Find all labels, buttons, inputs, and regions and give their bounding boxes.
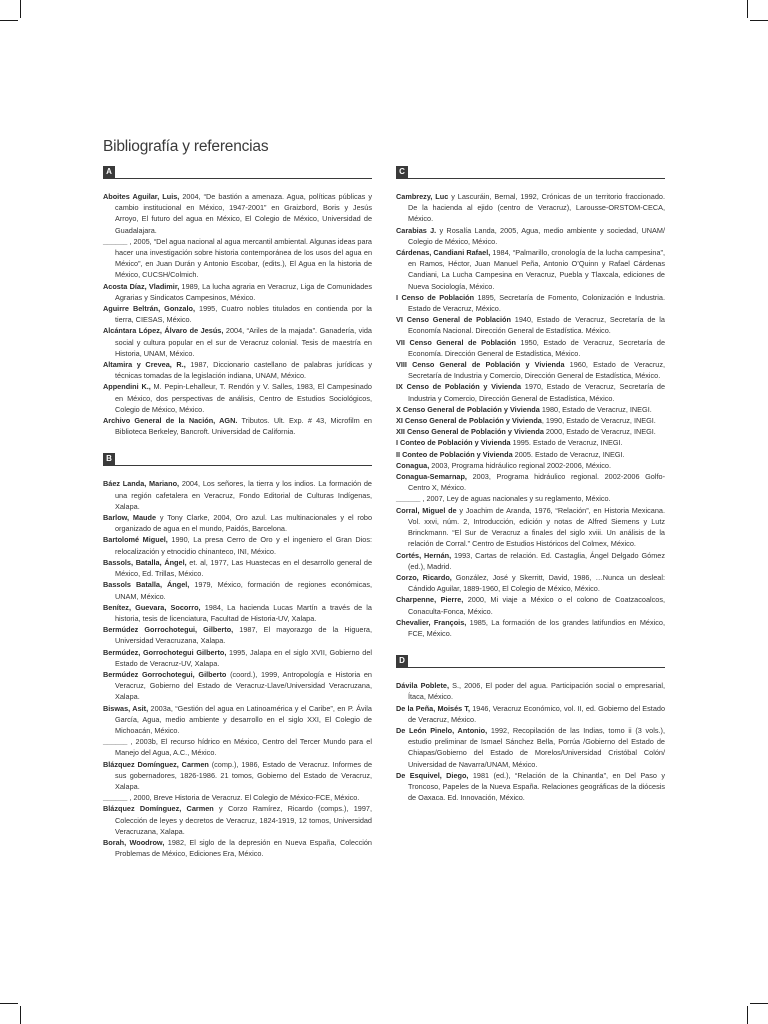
reference-author: Chevalier, François, (396, 617, 467, 627)
reference-entry (396, 460, 665, 471)
reference-entry (396, 225, 665, 247)
reference-author: Carabias J. (396, 225, 437, 235)
reference-author: Báez Landa, Mariano, (103, 479, 180, 489)
reference-author: Charpenne, Pierre, (396, 595, 464, 605)
reference-text: 1979, México, formación de regiones económicas, UNAM, México. (115, 580, 373, 601)
reference-text: 1970, Estado de Veracruz, Secretaría de Industria y Comercio, Dirección General de Estadística, México. (408, 382, 666, 403)
reference-author: IX Censo de Población y Vivienda (396, 382, 522, 392)
reference-entry (396, 493, 665, 504)
reference-text: 1895, Secretaría de Fomento, Colonización e Industria. Estado de Veracruz, México. (408, 292, 666, 314)
reference-author: ______ (103, 737, 128, 747)
reference-entry (103, 736, 372, 758)
reference-text: (coord.), 1999, Antropología e Historia en Veracruz, Gobierno del Estado de Veracruz-Llave/Universidad Veracruzana, Xalapa. (115, 669, 372, 702)
reference-text: , 2005, “Del agua nacional al agua mercantil ambiental. Algunas ideas para hacer una investigación sobre historia contemporánea de los usos del agua en México”, en Juan Durán y Antonio Escobar, (edits.), El Agua en la historia de México, CUCSH/Colmich. (115, 236, 372, 280)
reference-author: Appendini K., (103, 382, 151, 392)
reference-entry (103, 703, 372, 737)
crop-mark (747, 1006, 748, 1024)
reference-author: I Censo de Población (396, 292, 475, 302)
reference-text: 1985, La formación de los grandes latifundios en México, FCE, México. (408, 617, 665, 638)
reference-text: Tributos. Ult. Exp. # 43, Microfilm en Biblioteca Berkeley, Bancroft. Universidad de California. (115, 416, 372, 437)
reference-text: 2003, Programa hidráulico regional. 2002-2006 Golfo-Centro X, México. (408, 472, 665, 493)
reference-text: M. Pepin-Lehalleur, T. Rendón y V. Salles, 1983, El Campesinado en México, dos perspectivas de análisis, Centro de Estudios Sociológicos, Colegio de México, México. (115, 382, 372, 414)
reference-author: Blázquez Domínguez, Carmen (103, 759, 209, 769)
reference-entry (103, 281, 372, 303)
reference-entry (103, 534, 372, 556)
section-letter: C (396, 166, 408, 178)
right-column (396, 166, 665, 819)
reference-entry (396, 404, 665, 415)
reference-text: 1984, La hacienda Lucas Martín a través de la historia, tesis de licenciatura, Facultad de Historia-UV, Xalapa. (115, 602, 372, 623)
reference-author: Bartolomé Miguel, (103, 535, 168, 545)
reference-author: De Esquivel, Diego, (396, 770, 469, 780)
reference-author: Biswas, Asit, (103, 703, 149, 713)
reference-author: ______ (103, 236, 128, 246)
reference-entry (103, 512, 372, 534)
reference-text: 1990, La presa Cerro de Oro y el ingeniero el Gran Dios: relocalización y etnocidio chinanteco, INI, México. (115, 535, 373, 556)
reference-text: 1993, Cartas de relación. Ed. Castaglia, Ángel Delgado Gómez (ed.), Madrid. (408, 550, 665, 571)
reference-entry (396, 680, 665, 702)
reference-author: Bassols Batalla, Ángel, (103, 580, 190, 590)
section-header (103, 453, 372, 466)
reference-author: ______ (396, 494, 421, 504)
reference-text: 2005. Estado de Veracruz, INEGI. (512, 449, 625, 459)
reference-author: X Censo General de Población y Vivienda (396, 404, 540, 414)
reference-entry (396, 191, 665, 225)
reference-text: , 2003b, El recurso hídrico en México, Centro del Tercer Mundo para el Manejo del Agua, A.C., México. (115, 737, 372, 758)
reference-entry (396, 572, 665, 594)
crop-mark (750, 20, 768, 21)
reference-text: 2004, “De bastión a amenaza. Agua, políticas públicas y cambio institucional en México, 1947-2001” en Graizbord, Boris y Jesús Arroyo, El futuro del agua en México, El Colegio de México, Universidad de Guadalajara. (115, 192, 372, 235)
crop-mark (0, 1003, 18, 1004)
reference-author: Cambrezy, Luc (396, 192, 449, 201)
reference-entry (396, 292, 665, 314)
reference-author: Barlow, Maude (103, 513, 157, 523)
reference-text: 1981 (ed.), “Relación de la Chinantla”, en Del Paso y Troncoso, Papeles de la Nueva España. Relaciones geográficas de la diócesis de Oaxaca. Ed. Innovación, México. (408, 770, 665, 803)
reference-text: 2003a, “Gestión del agua en Latinoamérica y el Caribe”, en P. Ávila García, Agua, medio ambiente y desarrollo en el siglo XXI, El Colegio de Michoacán, México. (115, 703, 372, 735)
left-column (103, 166, 372, 875)
reference-entry (396, 770, 665, 804)
reference-text: 1982, El siglo de la depresión en Nueva España, Colección Problemas de México, Ediciones Era, México. (115, 837, 372, 859)
crop-mark (0, 20, 18, 21)
reference-text: y Joachim de Aranda, 1976, “Relación”, en Historia Mexicana. Vol. xxvi, núm. 2, Introducción, edición y notas de Alfred Siemens y Lutz Brinckmann. “El Sur de Veracruz a finales del siglo xviii. Un análisis de la relación de Corral.” Centro de Estudios Históricos del Colmex, México. (408, 505, 665, 549)
reference-text: 2003, Programa hidráulico regional 2002-2006, México. (429, 460, 611, 470)
reference-entry (396, 247, 665, 292)
bibliography-section (396, 655, 665, 803)
reference-entry (396, 703, 665, 725)
reference-entry (103, 359, 372, 381)
reference-author: De la Peña, Moisés T, (396, 703, 471, 713)
reference-text: 2000, Mi viaje a México o el colono de Coatzacoalcos, Conaculta-Fonca, México. (408, 595, 666, 616)
reference-author: Corzo, Ricardo, (396, 572, 452, 582)
reference-text: y Tony Clarke, 2004, Oro azul. Las multinacionales y el robo organizado de agua en el mundo, Paidós, Barcelona. (115, 513, 372, 534)
reference-text: 1987, El mayorazgo de la Higuera, Universidad Veracruzana, Xalapa. (115, 625, 373, 646)
reference-author: Cortés, Hernán, (396, 550, 452, 560)
reference-entry (103, 837, 372, 859)
reference-author: Acosta Díaz, Vladimir, (103, 281, 180, 291)
reference-author: Cárdenas, Candiani Rafael, (396, 248, 491, 258)
section-letter: B (103, 453, 115, 465)
reference-author: Dávila Poblete, (396, 681, 449, 691)
reference-author: Alcántara López, Álvaro de Jesús, (103, 326, 224, 336)
reference-author: II Conteo de Población y Vivienda (396, 449, 513, 459)
reference-text: y Corzo Ramírez, Ricardo (comps.), 1997, Colección de leyes y decretos de Veracruz, 1824-1919, 12 tomos, Universidad Veracruzana, Xalapa. (115, 804, 372, 836)
reference-author: Bermúdez, Gorrochotegui Gilberto, (103, 647, 227, 657)
reference-entry (103, 579, 372, 601)
reference-text: 1960, Estado de Veracruz, Secretaría de Industria y Comercio, Dirección General de Estadística, México. (408, 360, 665, 381)
reference-text: (comp.), 1986, Estado de Veracruz. Informes de sus gobernadores, 1826-1986. 21 tomos, Gobierno del Estado de Veracruz, Xalapa. (115, 759, 372, 791)
reference-text: 2000, Estado de Veracruz, INEGI. (543, 427, 656, 437)
reference-entry (396, 426, 665, 437)
reference-text: 1995, Jalapa en el siglo XVII, Gobierno del Estado de Veracruz-UV, Xalapa. (115, 647, 373, 668)
reference-author: I Conteo de Población y Vivienda (396, 438, 511, 448)
reference-entry (396, 471, 665, 493)
reference-entry (396, 381, 665, 403)
reference-text: 1984, “Palmarillo, cronología de la lucha campesina”, en Ramos, Héctor, Juan Manuel Peña, Antonio O’Quinn y Rafael Cárdenas Candiani, La Lucha Campesina en Veracruz, Puebla y Tlaxcala, ediciones de Nueva Sociología, México. (408, 248, 665, 291)
reference-entry (103, 236, 372, 281)
reference-entry (103, 647, 372, 669)
reference-text: y Lascuráin, Bernal, 1992, Crónicas de un territorio fraccionado. De la hacienda al ejido (centro de Veracruz), Larousse-ORSTOM-CECA, México. (408, 192, 665, 224)
reference-entry (396, 359, 665, 381)
reference-text: 1987, Diccionario castellano de palabras jurídicas y técnicas tomadas de la legislación indiana, UNAM, México. (115, 360, 372, 381)
reference-text: 1980, Estado de Veracruz, INEGI. (539, 404, 652, 414)
reference-entry (396, 550, 665, 572)
reference-entry (103, 669, 372, 703)
reference-text: et. al, 1977, Las Huastecas en el desarrollo general de México, Ed. Trillas, México. (115, 557, 372, 579)
reference-author: Bassols, Batalla, Ángel, (103, 557, 187, 567)
reference-entry (396, 725, 665, 770)
reference-author: Archivo General de la Nación, AGN. (103, 416, 238, 426)
crop-mark (747, 0, 748, 18)
reference-text: , 2007, Ley de aguas nacionales y su reglamento, México. (420, 494, 611, 504)
reference-entry (103, 792, 372, 803)
reference-author: Aguirre Beltrán, Gonzalo, (103, 304, 195, 314)
bibliography-section (103, 453, 372, 859)
reference-text: 2004, Los señores, la tierra y los indios. La formación de una región cafetalera en Veracruz, Fondo Editorial de Culturas Indígenas, Xalapa. (115, 479, 372, 511)
reference-text: 1989, La lucha agraria en Veracruz, Liga de Comunidades Agrarias y Sindicatos Campesinos, México. (115, 281, 372, 302)
reference-entry (396, 415, 665, 426)
reference-entry (103, 624, 372, 646)
reference-entry (103, 803, 372, 837)
reference-entry (103, 325, 372, 359)
crop-mark (750, 1003, 768, 1004)
reference-text: , 2000, Breve Historia de Veracruz. El Colegio de México-FCE, México. (127, 793, 360, 803)
bibliography-section (396, 166, 665, 639)
reference-author: Bermúdez Gorrochotegui, Gilberto, (103, 625, 234, 635)
reference-author: Aboites Aguilar, Luis, (103, 192, 180, 201)
section-letter: A (103, 166, 115, 178)
page-title: Bibliografía y referencias (103, 138, 269, 155)
reference-text: S., 2006, El poder del agua. Participación social o empresarial, Ítaca, México. (408, 681, 665, 702)
reference-author: VI Censo General de Población (396, 315, 511, 325)
reference-text: , 1990, Estado de Veracruz, INEGI. (541, 416, 656, 426)
reference-text: 1946, Veracruz Económico, vol. II, ed. Gobierno del Estado de Veracruz, México. (408, 703, 666, 724)
section-header (103, 166, 372, 179)
reference-text: 1940, Estado de Veracruz, Secretaría de la Economía Nacional. Dirección General de Estadística. México. (408, 315, 665, 336)
reference-entry (103, 415, 372, 437)
reference-author: Conagua-Semarnap, (396, 472, 467, 482)
reference-entry (103, 759, 372, 793)
reference-author: Benítez, Guevara, Socorro, (103, 602, 201, 612)
reference-entry (396, 594, 665, 616)
reference-author: Blázquez Domínguez, Carmen (103, 804, 214, 814)
reference-text: 1950, Estado de Veracruz, Secretaría de Economía. Dirección General de Estadística, México. (408, 337, 666, 358)
reference-entry (103, 191, 372, 236)
reference-author: VIII Censo General de Población y Vivienda (396, 360, 565, 370)
reference-author: Corral, Miguel de (396, 505, 457, 515)
reference-entry (396, 617, 665, 639)
reference-text: 1992, Recopilación de las Indias, tomo ii (3 vols.), estudio preliminar de Ismael Sánchez Bella, Porrúa /Gobierno del Estado de Chiapas/Gobierno del Estado de Morelos/Universidad Cristóbal Colón/ Universidad de Navarra/UNAM, México. (408, 725, 665, 769)
reference-text: 1995, Cuatro nobles titulados en contienda por la tierra, CIESAS, México. (115, 304, 372, 325)
reference-author: ______ (103, 793, 128, 803)
reference-text: González, José y Skerritt, David, 1986, …Nunca un desleal: Cándido Aguilar, 1889-1960, El Colegio de México, México. (408, 572, 665, 594)
reference-entry (396, 449, 665, 460)
reference-entry (396, 437, 665, 448)
reference-entry (103, 478, 372, 512)
reference-entry (103, 602, 372, 624)
reference-author: Borah, Woodrow, (103, 837, 165, 847)
section-letter: D (396, 655, 408, 667)
bibliography-section (103, 166, 372, 437)
reference-entry (103, 381, 372, 415)
reference-entry (103, 557, 372, 579)
section-header (396, 655, 665, 668)
reference-entry (396, 505, 665, 550)
reference-author: De León Pinelo, Antonio, (396, 725, 488, 735)
reference-entry (103, 303, 372, 325)
reference-author: XI Censo General de Población y Vivienda (396, 416, 542, 426)
reference-author: Bermúdez Gorrochotegui, Gilberto (103, 669, 227, 679)
reference-author: VII Censo General de Población (396, 337, 516, 347)
reference-author: Altamira y Crevea, R., (103, 360, 186, 370)
section-header (396, 166, 665, 179)
crop-mark (20, 0, 21, 18)
reference-text: 1995. Estado de Veracruz, INEGI. (510, 438, 623, 448)
reference-author: Conagua, (396, 460, 430, 470)
reference-entry (396, 314, 665, 336)
reference-text: 2004, “Ariles de la majada”. Ganadería, vida social y cultura popular en el sur de Veracruz colonial. Tesis de maestría en Historia, UNAM, México. (115, 326, 372, 358)
crop-mark (20, 1006, 21, 1024)
reference-text: y Rosalía Landa, 2005, Agua, medio ambiente y sociedad, UNAM/ Colegio de México, México. (408, 225, 665, 246)
reference-entry (396, 337, 665, 359)
reference-author: XII Censo General de Población y Vivienda (396, 427, 544, 437)
